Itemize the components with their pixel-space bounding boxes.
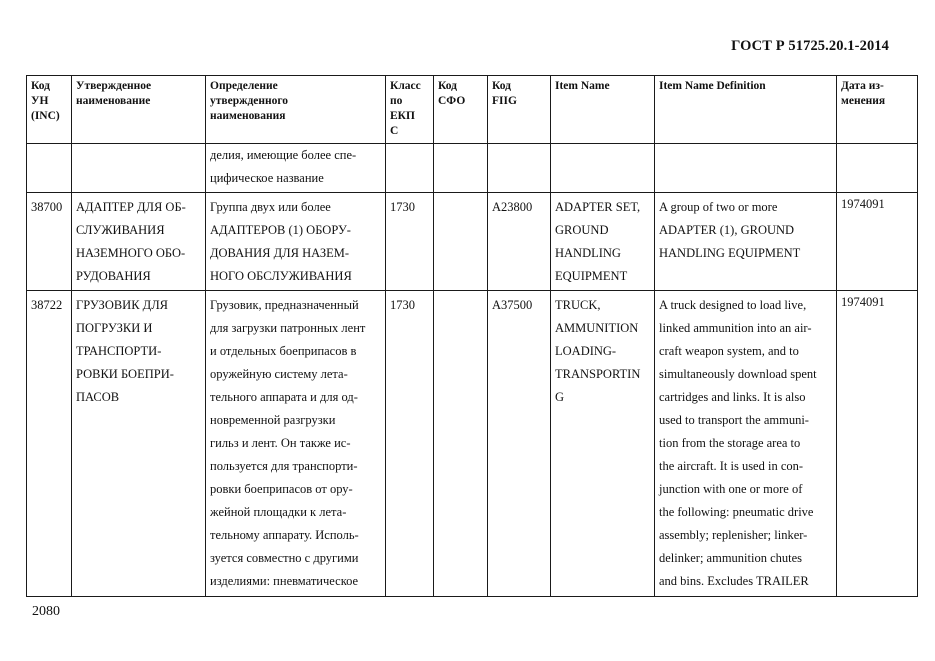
cell-item-name: ADAPTER SET, GROUND HANDLING EQUIPMENT: [551, 193, 655, 291]
cell-sfo: [434, 193, 488, 291]
cell-fiig: [488, 144, 551, 193]
cell-item-definition: [655, 144, 837, 193]
cell-date: 1974091: [837, 193, 918, 291]
column-header-fiig: Код FIIG: [488, 76, 551, 144]
cell-inc: 38722: [27, 291, 72, 597]
cell-sfo: [434, 291, 488, 597]
cell-definition: Грузовик, предназначенный для загрузки патронных лент и отдельных боеприпасов в оружейную систему лета- тельного аппарата и для од- новременной разгрузки гильз и лент. Он также ис- пользуется для транспорти- ровки боеприпасов от ору- жейной площадки к лета- тельному аппарату. Исполь- зуется совместно с другими изделиями: пневматическое: [206, 291, 386, 597]
cell-inc: [27, 144, 72, 193]
cell-inc: 38700: [27, 193, 72, 291]
cell-approved-name: ГРУЗОВИК ДЛЯ ПОГРУЗКИ И ТРАНСПОРТИ- РОВКИ БОЕПРИ- ПАСОВ: [72, 291, 206, 597]
cell-item-definition: A truck designed to load live, linked ammunition into an air- craft weapon system, and to simultaneously download spent cartridges and links. It is also used to transport the ammuni- tion from the storage area to the aircraft. It is used in con- junction with one or more of the following: pneumatic drive assembly; replenisher; linker- delinker; ammunition chutes and bins. Excludes TRAILER: [655, 291, 837, 597]
table-header-row: [27, 76, 918, 144]
column-header-class: Класс по ЕКП С: [386, 76, 434, 144]
column-header-item-name: Item Name: [551, 76, 655, 144]
page-number: 2080: [32, 604, 60, 619]
cell-item-name: [551, 144, 655, 193]
cell-definition: Группа двух или более АДАПТЕРОВ (1) ОБОРУ- ДОВАНИЯ ДЛЯ НАЗЕМ- НОГО ОБСЛУЖИВАНИЯ: [206, 193, 386, 291]
column-header-item-definition: Item Name Definition: [655, 76, 837, 144]
cell-class: 1730: [386, 291, 434, 597]
table-row: [27, 291, 918, 597]
specification-table: [26, 75, 918, 597]
cell-definition: делия, имеющие более спе- цифическое название: [206, 144, 386, 193]
cell-fiig: A23800: [488, 193, 551, 291]
cell-class: 1730: [386, 193, 434, 291]
cell-approved-name: [72, 144, 206, 193]
cell-class: [386, 144, 434, 193]
table-row: [27, 144, 918, 193]
cell-item-definition: A group of two or more ADAPTER (1), GROUND HANDLING EQUIPMENT: [655, 193, 837, 291]
table-row: [27, 193, 918, 291]
cell-sfo: [434, 144, 488, 193]
cell-fiig: A37500: [488, 291, 551, 597]
cell-item-name: TRUCK, AMMUNITION LOADING- TRANSPORTIN G: [551, 291, 655, 597]
column-header-inc: Код УН (INC): [27, 76, 72, 144]
column-header-sfo: Код СФО: [434, 76, 488, 144]
document-code: ГОСТ Р 51725.20.1-2014: [731, 38, 889, 54]
cell-approved-name: АДАПТЕР ДЛЯ ОБ- СЛУЖИВАНИЯ НАЗЕМНОГО ОБО- РУДОВАНИЯ: [72, 193, 206, 291]
column-header-date: Дата из- менения: [837, 76, 918, 144]
column-header-approved-name: Утвержденное наименование: [72, 76, 206, 144]
column-header-definition: Определение утвержденного наименования: [206, 76, 386, 144]
cell-date: 1974091: [837, 291, 918, 597]
cell-date: [837, 144, 918, 193]
